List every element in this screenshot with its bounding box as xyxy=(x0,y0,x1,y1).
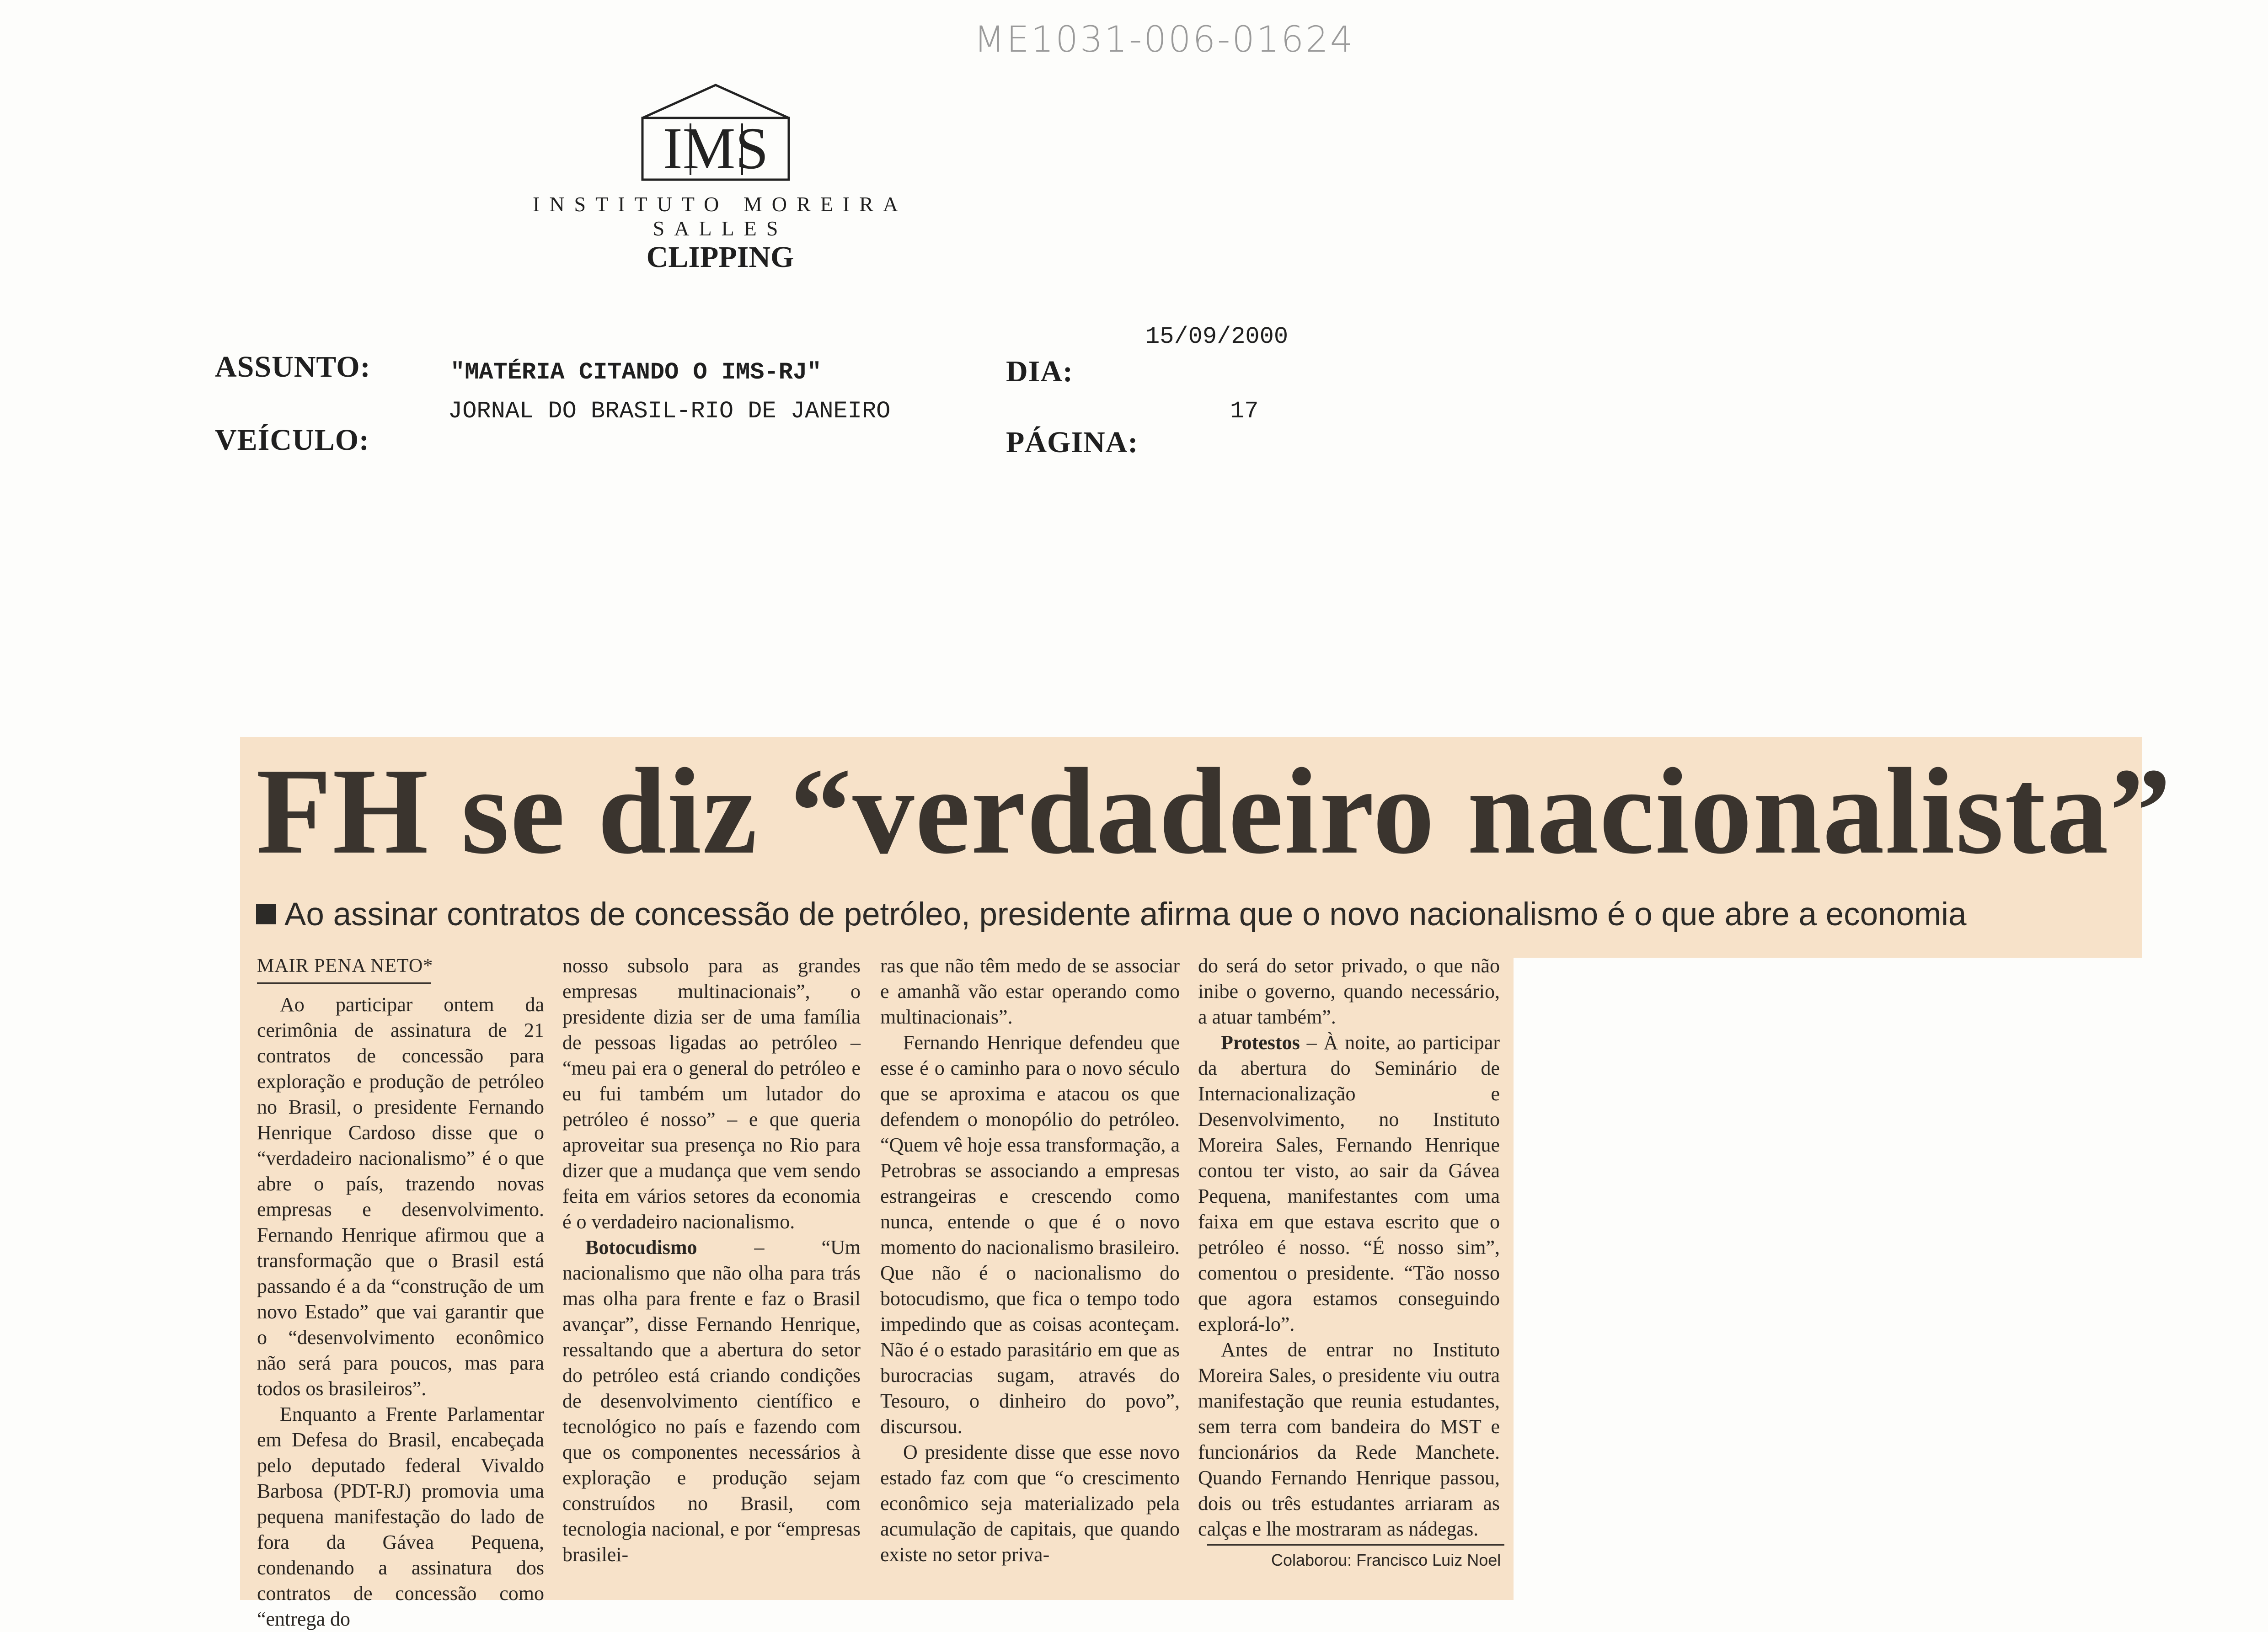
veiculo-value: JORNAL DO BRASIL-RIO DE JANEIRO xyxy=(448,398,891,425)
assunto-label: ASSUNTO: xyxy=(215,350,371,384)
paragraph xyxy=(562,1235,861,1568)
paragraph xyxy=(1198,1030,1500,1337)
pagina-label: PÁGINA: xyxy=(1006,426,1139,459)
assunto-value: "MATÉRIA CITANDO O IMS-RJ" xyxy=(450,359,822,386)
paragraph: Ao participar ontem da cerimônia de assinatura de 21 contratos de concessão para exploração e produção de petróleo no Brasil, o presidente Fernando Henrique Cardoso disse que o “verdadeiro nacionalismo” é o que abre o país, trazendo novas empresas e desenvolvimento. Fernando Henrique afirmou que a transformação que o Brasil está passando é a da “construção de um novo Estado” que vai garantir que o “desenvolvimento econômico não será para poucos, mas para todos os brasileiros”. xyxy=(257,993,544,1400)
veiculo-label: VEÍCULO: xyxy=(215,423,370,457)
subheading-protestos: Protestos xyxy=(1221,1031,1300,1054)
byline-rule xyxy=(257,982,431,984)
article-subhead xyxy=(256,896,2131,933)
article-column-2 xyxy=(562,953,861,1568)
pagina-value: 17 xyxy=(1230,398,1259,425)
dia-value: 15/09/2000 xyxy=(1145,323,1289,350)
paragraph: Enquanto a Frente Parlamentar em Defesa do Brasil, encabeçada pelo deputado federal Vivaldo Barbosa (PDT-RJ) promovia uma pequena manifestação do lado de fora da Gávea Pequena, condenando a assinatura dos contratos de concessão como “entrega do xyxy=(257,1403,544,1630)
paragraph: Antes de entrar no Instituto Moreira Sales, o presidente viu outra manifestação que reunia estudantes, sem terra com bandeira do MST e funcionários da Rede Manchete. Quando Fernando Henrique passou, dois ou três estudantes arriaram as calças e lhe mostraram as nádegas. xyxy=(1198,1339,1500,1540)
logo-text: IMS xyxy=(663,116,769,181)
article-credit: Colaborou: Francisco Luiz Noel xyxy=(1271,1551,1501,1569)
article-column-1 xyxy=(257,953,544,1632)
ims-logo xyxy=(638,81,793,182)
paragraph: O presidente disse que esse novo estado faz com que “o crescimento econômico seja materializado pela acumulação de capitais, que quando existe no setor priva- xyxy=(880,1441,1180,1566)
article-column-4 xyxy=(1198,953,1500,1542)
clipping-cutout-area xyxy=(1514,958,2142,1600)
paragraph-text: – À noite, ao participar da abertura do Seminário de Internacionalização e Desenvolvimento, no Instituto Moreira Sales, Fernando Henrique contou ter visto, ao sair da Gávea Pequena, manifestantes com uma faixa em que estava escrito que o petróleo é nosso. “É nosso sim”, comentou o presidente. “Tão nosso que agora estamos conseguindo explorá-lo”. xyxy=(1198,1031,1500,1335)
byline: MAIR PENA NETO* xyxy=(257,955,433,976)
archive-code: ME1031-006-01624 xyxy=(974,19,1355,60)
institution-name: INSTITUTO MOREIRA SALLES xyxy=(533,192,908,240)
paragraph-text: – “Um nacionalismo que não olha para trás mas olha para frente e faz o Brasil avançar”, disse Fernando Henrique, ressaltando que a abertura do setor do petróleo está criando condições de desenvolvimento científico e tecnológico no país e fazendo com que os componentes necessários à exploração e produção sejam construídos no Brasil, com tecnologia nacional, e por “empresas brasilei- xyxy=(562,1236,861,1566)
clipping-title: CLIPPING xyxy=(646,240,794,274)
paragraph: do será do setor privado, o que não inibe o governo, quando necessário, a atuar também”. xyxy=(1198,955,1500,1028)
article-headline: FH se diz “verdadeiro nacionalista” xyxy=(256,743,2172,880)
paragraph: Fernando Henrique defendeu que esse é o caminho para o novo século que se aproxima e atacou os que defendem o monopólio do petróleo. “Quem vê hoje essa transformação, a Petrobras se associando a empresas estrangeiras e crescendo como nunca, entende o que é o novo momento do nacionalismo brasileiro. Que não é o nacionalismo do botocudismo, que fica o tempo todo impedindo que as coisas aconteçam. Não é o estado parasitário em que as burocracias sugam, através do Tesouro, o dinheiro do povo”, discursou. xyxy=(880,1031,1180,1438)
subhead-text: Ao assinar contratos de concessão de petróleo, presidente afirma que o novo nacionalismo é o que abre a economia xyxy=(284,896,1967,933)
paragraph: ras que não têm medo de se associar e amanhã vão estar operando como multinacionais”. xyxy=(880,955,1180,1028)
dia-label: DIA: xyxy=(1006,355,1073,388)
bullet-icon xyxy=(256,904,276,924)
paragraph: nosso subsolo para as grandes empresas multinacionais”, o presidente dizia ser de uma família de pessoas ligadas ao petróleo – “meu pai era o general do petróleo e eu fui também um lutador do petróleo é nosso” – e que queria aproveitar sua presença no Rio para dizer que a mudança que vem sendo feita em vários setores da economia é o verdadeiro nacionalismo. xyxy=(562,955,861,1233)
subheading-botocudismo: Botocudismo xyxy=(585,1236,697,1259)
article-column-3 xyxy=(880,953,1180,1568)
credit-rule xyxy=(1207,1544,1504,1546)
